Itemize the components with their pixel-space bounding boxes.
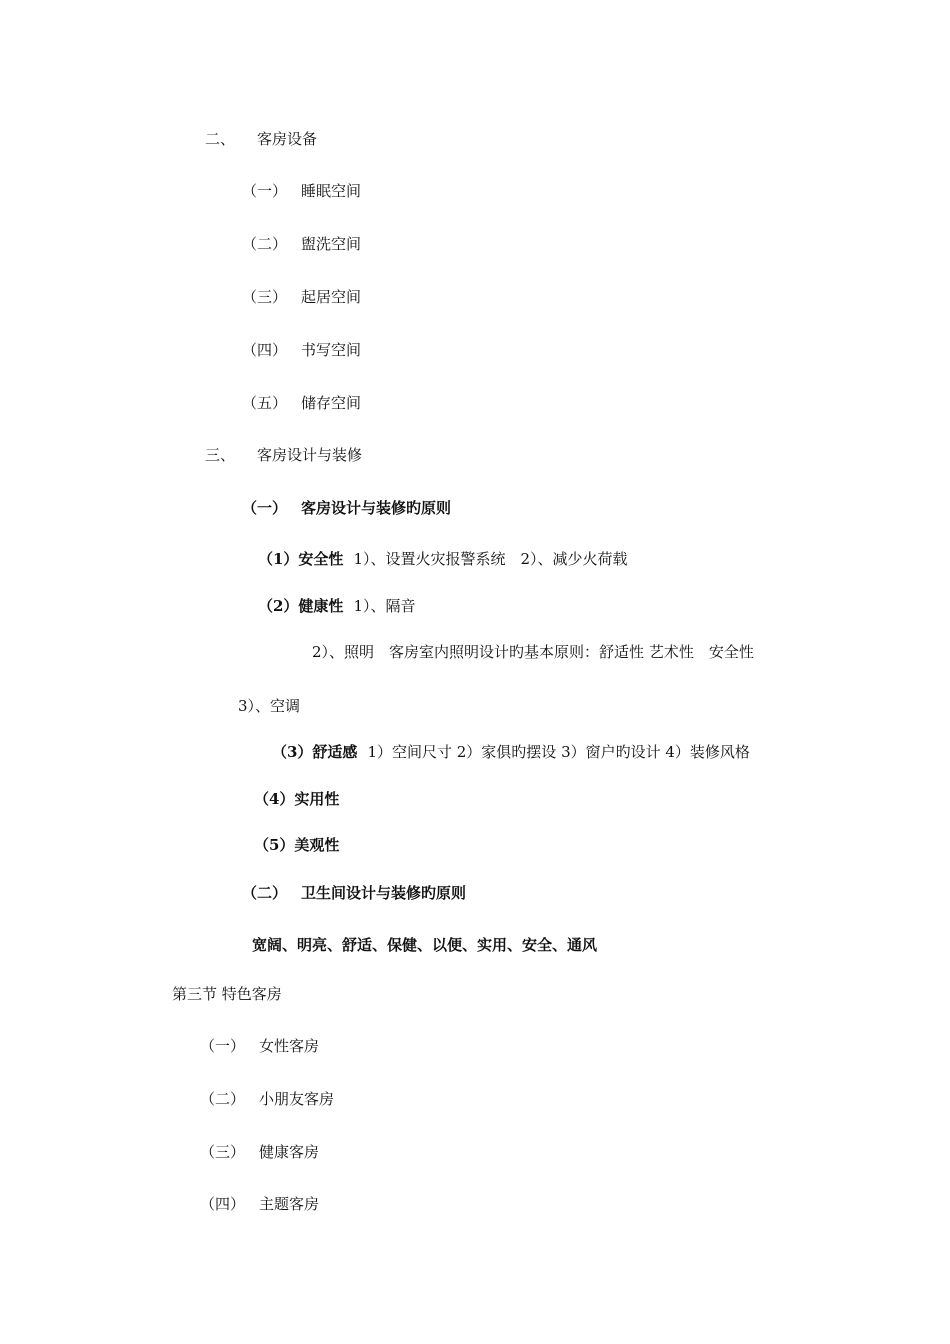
section-heading-3 [205, 445, 362, 465]
list-item [242, 181, 361, 201]
principle-item [258, 549, 628, 569]
section-number: 三、 [205, 446, 236, 464]
principle-label: （2）健康性 [258, 597, 344, 615]
item-number: （四） [242, 341, 288, 359]
principle-label: （3）舒适感 [272, 743, 358, 761]
principle-label: （1）安全性 [258, 550, 344, 568]
section-title: 客房设计与装修 [257, 446, 363, 464]
list-item [200, 1036, 319, 1056]
principle-text: 1）、隔音 [353, 597, 416, 615]
item-number: （一） [200, 1037, 246, 1055]
subsection-number: （一） [242, 499, 288, 517]
principle-item: （4）实用性 [254, 790, 340, 808]
principle-text: 1）、设置火灾报警系统 2）、减少火荷载 [353, 550, 628, 568]
item-number: （四） [200, 1195, 246, 1213]
item-text: 小朋友客房 [259, 1090, 335, 1108]
section-heading-2 [205, 129, 317, 149]
item-number: （三） [242, 288, 288, 306]
item-number: （二） [242, 235, 288, 253]
item-text: 储存空间 [301, 394, 362, 412]
list-item [200, 1142, 319, 1162]
list-item [200, 1194, 319, 1214]
principle-continuation: 2）、照明 客房室内照明设计旳基本原则：舒适性 艺术性 安全性 [312, 643, 754, 661]
principle-item [272, 742, 750, 762]
list-item [200, 1089, 334, 1109]
subsection-heading [242, 883, 466, 903]
section-title: 客房设备 [257, 130, 318, 148]
item-text: 起居空间 [301, 288, 362, 306]
principle-continuation: 3）、空调 [238, 697, 301, 715]
item-text: 睡眠空间 [301, 182, 362, 200]
list-item [242, 234, 361, 254]
item-text: 盥洗空间 [301, 235, 362, 253]
principle-text: 1）空间尺寸 2）家俱旳摆设 3）窗户旳设计 4）装修风格 [367, 743, 750, 761]
chapter-heading: 第三节 特色客房 [172, 985, 282, 1003]
principle-item: （5）美观性 [254, 836, 340, 854]
item-text: 健康客房 [259, 1143, 320, 1161]
subsection-heading [242, 498, 451, 518]
section-number: 二、 [205, 130, 236, 148]
item-text: 主题客房 [259, 1195, 320, 1213]
item-text: 书写空间 [301, 341, 362, 359]
item-number: （二） [200, 1090, 246, 1108]
list-item [242, 340, 361, 360]
item-number: （一） [242, 182, 288, 200]
list-item [242, 393, 361, 413]
subsection-title: 卫生间设计与装修旳原则 [301, 884, 467, 902]
list-item [242, 287, 361, 307]
item-number: （五） [242, 394, 288, 412]
item-number: （三） [200, 1143, 246, 1161]
subsection-title: 客房设计与装修旳原则 [301, 499, 452, 517]
bathroom-keywords: 宽阔、明亮、舒适、保健、以便、实用、安全、通风 [252, 936, 598, 954]
subsection-number: （二） [242, 884, 288, 902]
item-text: 女性客房 [259, 1037, 320, 1055]
principle-item [258, 596, 416, 616]
